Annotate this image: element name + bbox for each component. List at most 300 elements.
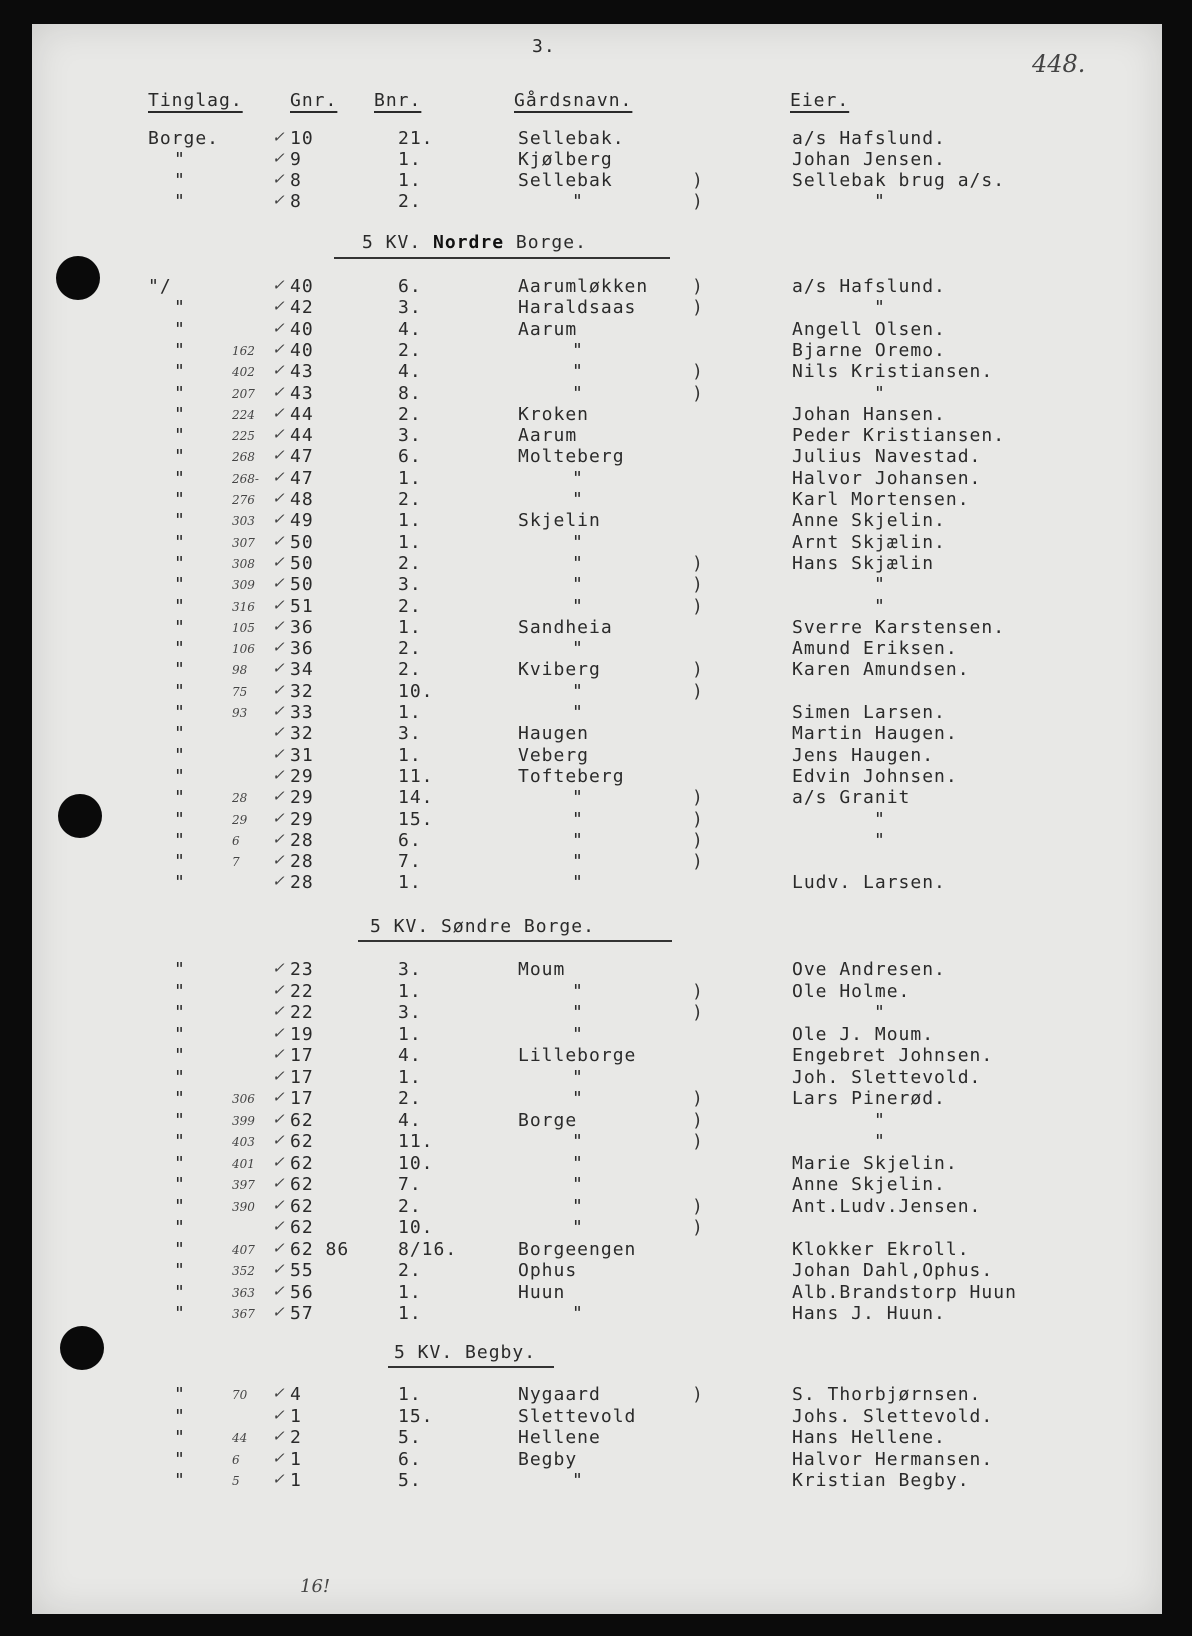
cell-eier: Amund Eriksen. [792, 638, 958, 660]
cell-tinglag: " [174, 1427, 186, 1448]
cell-tinglag: " [174, 531, 186, 553]
cell-tinglag: " [174, 1238, 186, 1260]
cell-eier: Anne Skjelin. [792, 510, 946, 532]
cell-bnr: 3. [398, 574, 422, 596]
cell-bnr: 4. [398, 318, 422, 340]
cell-gnr: 33 [290, 702, 314, 723]
check-mark-icon: ✓ [272, 190, 285, 209]
cell-bnr: 7. [398, 851, 422, 873]
cell-bnr: 10. [398, 1217, 434, 1238]
table-row [32, 446, 1162, 467]
table-row [32, 617, 1162, 638]
cell-bnr: 8/16. [398, 1238, 458, 1260]
cell-gnr: 62 [290, 1174, 314, 1195]
cell-bnr: 15. [398, 808, 434, 830]
cell-note: 390 [232, 1199, 255, 1214]
cell-eier: Engebret Johnsen. [792, 1045, 994, 1066]
cell-tinglag: " [174, 980, 186, 1002]
cell-tinglag: " [174, 872, 186, 894]
check-mark-icon: ✓ [272, 616, 285, 635]
cell-gardsnavn: Kviberg [518, 659, 601, 681]
cell-gnr: 47 [290, 467, 314, 489]
cell-eier: Marie Skjelin. [792, 1152, 958, 1174]
page-number: 3. [532, 36, 556, 57]
check-mark-icon: ✓ [272, 723, 285, 742]
cell-note: 403 [232, 1135, 255, 1149]
cell-tinglag: " [174, 1260, 186, 1281]
cell-bnr: 1. [398, 980, 422, 1002]
check-mark-icon: ✓ [272, 1384, 285, 1402]
cell-tinglag: " [174, 489, 186, 510]
table-row [32, 1303, 1162, 1325]
cell-note: 306 [232, 1092, 255, 1106]
cell-gardsnavn: " [572, 787, 584, 809]
table-row [32, 383, 1162, 404]
cell-bracket: ) [692, 361, 704, 383]
cell-bracket: ) [692, 659, 704, 681]
cell-eier: " [874, 1131, 886, 1152]
cell-gnr: 56 [290, 1281, 314, 1303]
cell-eier: Julius Navestad. [792, 446, 982, 468]
cell-gnr: 19 [290, 1023, 314, 1045]
cell-bracket: ) [692, 595, 704, 617]
cell-tinglag: " [174, 1045, 186, 1066]
cell-bnr: 4. [398, 361, 422, 383]
cell-gnr: 29 [290, 787, 314, 809]
cell-note: 268- [232, 471, 259, 486]
cell-eier: Hans J. Huun. [792, 1303, 946, 1324]
cell-gardsnavn: Huun [518, 1281, 566, 1303]
cell-note: 93 [232, 706, 248, 720]
cell-eier: Simen Larsen. [792, 702, 946, 723]
cell-bnr: 11. [398, 1131, 434, 1152]
cell-tinglag: " [174, 659, 186, 681]
cell-bnr: 1. [398, 872, 422, 894]
cell-note: 75 [232, 684, 248, 699]
table-row [32, 745, 1162, 766]
cell-note: 5 [232, 1474, 240, 1488]
cell-gnr: 32 [290, 723, 314, 745]
cell-gardsnavn: " [572, 1195, 584, 1217]
cell-gnr: 28 [290, 851, 314, 873]
cell-gnr: 62 [290, 1217, 314, 1238]
cell-gnr: 36 [290, 638, 314, 660]
table-row [32, 361, 1162, 382]
cell-eier: a/s Hafslund. [792, 276, 946, 297]
cell-bnr: 7. [398, 1174, 422, 1195]
cell-gardsnavn: " [572, 489, 584, 510]
check-mark-icon: ✓ [272, 1152, 285, 1171]
cell-eier: Johs. Slettevold. [792, 1405, 994, 1427]
cell-bnr: 5. [398, 1427, 422, 1448]
cell-bnr: 1. [398, 1303, 422, 1324]
header-bnr: Bnr. [374, 90, 422, 111]
cell-gnr: 36 [290, 616, 314, 638]
cell-gardsnavn: Skjelin [518, 510, 601, 532]
cell-note: 6 [232, 1452, 240, 1467]
table-row [32, 340, 1162, 361]
section-rule [334, 257, 670, 259]
cell-gardsnavn: " [572, 829, 584, 851]
header-tinglag: Tinglag. [148, 90, 243, 111]
cell-note: 402 [232, 365, 255, 380]
check-mark-icon: ✓ [272, 808, 285, 827]
cell-gnr: 42 [290, 297, 314, 319]
cell-eier: Johan Dahl,Ophus. [792, 1260, 994, 1281]
cell-bnr: 14. [398, 787, 434, 809]
cell-eier: " [874, 382, 886, 404]
cell-note: 70 [232, 1388, 248, 1402]
check-mark-icon: ✓ [272, 276, 285, 294]
table-row [32, 681, 1162, 702]
cell-gnr: 50 [290, 531, 314, 553]
cell-gardsnavn: " [572, 1152, 584, 1174]
cell-eier: S. Thorbjørnsen. [792, 1384, 982, 1405]
cell-bracket: ) [692, 1384, 704, 1405]
table-row [32, 1088, 1162, 1110]
cell-tinglag: " [174, 702, 186, 723]
check-mark-icon: ✓ [272, 702, 285, 720]
cell-gardsnavn: " [572, 574, 584, 596]
check-mark-icon: ✓ [272, 467, 285, 486]
cell-gnr: 17 [290, 1066, 314, 1088]
cell-eier: a/s Granit [792, 787, 911, 809]
cell-gardsnavn: Sellebak. [518, 128, 625, 149]
cell-bracket: ) [692, 1195, 704, 1217]
cell-tinglag: " [174, 1131, 186, 1152]
cell-eier: Sverre Karstensen. [792, 616, 1006, 638]
table-row [32, 297, 1162, 318]
cell-eier: Angell Olsen. [792, 318, 946, 340]
cell-bnr: 2. [398, 595, 422, 617]
table-row [32, 638, 1162, 659]
cell-note: 207 [232, 386, 255, 401]
cell-gnr: 62 [290, 1109, 314, 1131]
section-rule [388, 1366, 554, 1368]
cell-eier: Kristian Begby. [792, 1470, 970, 1491]
cell-gardsnavn: " [572, 680, 584, 702]
cell-gardsnavn: " [572, 702, 584, 723]
cell-tinglag: " [174, 382, 186, 404]
cell-gnr: 10 [290, 128, 314, 149]
cell-note: 401 [232, 1156, 255, 1171]
cell-bracket: ) [692, 680, 704, 702]
cell-bracket: ) [692, 297, 704, 319]
cell-gnr: 48 [290, 489, 314, 510]
cell-eier: Hans Skjælin [792, 552, 935, 574]
cell-gardsnavn: Molteberg [518, 446, 625, 468]
cell-bnr: 11. [398, 765, 434, 787]
cell-gnr: 9 [290, 148, 302, 170]
section-title-nordre: 5 KV. Nordre Borge. [362, 232, 587, 253]
cell-gnr: 50 [290, 552, 314, 574]
cell-bnr: 1. [398, 1384, 422, 1405]
cell-gnr: 23 [290, 959, 314, 980]
cell-gnr: 49 [290, 510, 314, 532]
table-row [32, 1131, 1162, 1153]
table-row [32, 830, 1162, 851]
cell-bnr: 3. [398, 723, 422, 745]
cell-gnr: 1 [290, 1405, 302, 1427]
cell-eier: Martin Haugen. [792, 723, 958, 745]
cell-eier: " [874, 808, 886, 830]
check-mark-icon: ✓ [272, 959, 285, 977]
cell-bracket: ) [692, 829, 704, 851]
header-gardsnavn: Gårdsnavn. [514, 90, 633, 111]
cell-bnr: 1. [398, 744, 422, 766]
cell-gardsnavn: Aarum [518, 425, 578, 447]
cell-bnr: 4. [398, 1109, 422, 1131]
cell-eier: Halvor Hermansen. [792, 1448, 994, 1470]
cell-eier: " [874, 1002, 886, 1023]
cell-eier: Ove Andresen. [792, 959, 946, 980]
check-mark-icon: ✓ [272, 851, 285, 870]
check-mark-icon: ✓ [272, 680, 285, 699]
check-mark-icon: ✓ [272, 1405, 285, 1424]
cell-bracket: ) [692, 851, 704, 873]
table-row [32, 1196, 1162, 1218]
cell-gardsnavn: " [572, 382, 584, 404]
cell-gnr: 8 [290, 169, 302, 191]
cell-gardsnavn: " [572, 638, 584, 660]
cell-gardsnavn: " [572, 552, 584, 574]
table-row [32, 981, 1162, 1003]
cell-bracket: ) [692, 1088, 704, 1109]
cell-note: 309 [232, 578, 255, 593]
cell-gnr: 62 86 [290, 1238, 350, 1260]
cell-gardsnavn: Haraldsaas [518, 297, 637, 319]
cell-gardsnavn: " [572, 1217, 584, 1238]
cell-note: 6 [232, 833, 240, 848]
cell-note: 105 [232, 620, 255, 635]
cell-gnr: 43 [290, 361, 314, 383]
cell-bnr: 4. [398, 1045, 422, 1066]
table-row [32, 1002, 1162, 1024]
cell-gardsnavn: Aarumløkken [518, 276, 649, 297]
cell-tinglag: " [174, 765, 186, 787]
cell-tinglag: " [174, 638, 186, 660]
table-row [32, 319, 1162, 340]
cell-gardsnavn: Aarum [518, 318, 578, 340]
check-mark-icon: ✓ [272, 531, 285, 550]
cell-tinglag: " [174, 851, 186, 873]
cell-bracket: ) [692, 808, 704, 830]
check-mark-icon: ✓ [272, 510, 285, 529]
cell-gnr: 1 [290, 1470, 302, 1491]
check-mark-icon: ✓ [272, 980, 285, 999]
table-row [32, 425, 1162, 446]
cell-eier: Ole J. Moum. [792, 1023, 935, 1045]
table-row [32, 404, 1162, 425]
check-mark-icon: ✓ [272, 595, 285, 614]
cell-eier: Lars Pinerød. [792, 1088, 946, 1109]
table-row [32, 723, 1162, 744]
cell-note: 307 [232, 535, 255, 550]
cell-gnr: 22 [290, 980, 314, 1002]
check-mark-icon: ✓ [272, 128, 285, 146]
cell-tinglag: " [174, 1303, 186, 1324]
cell-gnr: 29 [290, 765, 314, 787]
cell-gardsnavn: " [572, 1066, 584, 1088]
table-row [32, 191, 1162, 212]
cell-tinglag: " [174, 595, 186, 617]
cell-eier: Bjarne Oremo. [792, 339, 946, 361]
cell-bnr: 2. [398, 190, 422, 212]
cell-bracket: ) [692, 787, 704, 809]
cell-eier: Anne Skjelin. [792, 1174, 946, 1195]
table-row [32, 1045, 1162, 1067]
check-mark-icon: ✓ [272, 489, 285, 507]
cell-gardsnavn: Veberg [518, 744, 590, 766]
check-mark-icon: ✓ [272, 446, 285, 465]
cell-gardsnavn: " [572, 1088, 584, 1109]
cell-tinglag: " [174, 403, 186, 425]
cell-gnr: 40 [290, 339, 314, 361]
cell-gnr: 40 [290, 276, 314, 297]
check-mark-icon: ✓ [272, 765, 285, 784]
section-title-sondre: 5 KV. Søndre Borge. [370, 916, 595, 937]
cell-note: 397 [232, 1178, 255, 1192]
check-mark-icon: ✓ [272, 552, 285, 571]
cell-gardsnavn: " [572, 1174, 584, 1195]
cell-gnr: 40 [290, 318, 314, 340]
check-mark-icon: ✓ [272, 1281, 285, 1300]
cell-tinglag: " [174, 1109, 186, 1131]
cell-tinglag: " [174, 1281, 186, 1303]
table-row [32, 1470, 1162, 1492]
cell-gnr: 32 [290, 680, 314, 702]
cell-eier: Halvor Johansen. [792, 467, 982, 489]
cell-bnr: 6. [398, 276, 422, 297]
table-row [32, 510, 1162, 531]
cell-gnr: 17 [290, 1045, 314, 1066]
cell-tinglag: " [174, 467, 186, 489]
cell-gardsnavn: Borge [518, 1109, 578, 1131]
check-mark-icon: ✓ [272, 148, 285, 167]
cell-bracket: ) [692, 190, 704, 212]
check-mark-icon: ✓ [272, 318, 285, 337]
check-mark-icon: ✓ [272, 169, 285, 188]
cell-bnr: 2. [398, 1260, 422, 1281]
table-row [32, 809, 1162, 830]
cell-bnr: 1. [398, 531, 422, 553]
cell-tinglag: " [174, 574, 186, 596]
cell-eier: Jens Haugen. [792, 744, 935, 766]
cell-gardsnavn: " [572, 339, 584, 361]
cell-bnr: 1. [398, 616, 422, 638]
cell-gardsnavn: Begby [518, 1448, 578, 1470]
cell-gnr: 28 [290, 872, 314, 894]
check-mark-icon: ✓ [272, 638, 285, 657]
cell-tinglag: " [174, 169, 186, 191]
cell-tinglag: " [174, 1448, 186, 1470]
cell-bracket: ) [692, 276, 704, 297]
cell-tinglag: " [174, 190, 186, 212]
check-mark-icon: ✓ [272, 574, 285, 593]
cell-tinglag: " [174, 1152, 186, 1174]
cell-gardsnavn: " [572, 1131, 584, 1152]
cell-eier: Johan Jensen. [792, 148, 946, 170]
cell-gardsnavn: " [572, 361, 584, 383]
check-mark-icon: ✓ [272, 1045, 285, 1063]
cell-tinglag: " [174, 680, 186, 702]
cell-note: 224 [232, 407, 255, 422]
cell-note: 316 [232, 599, 255, 614]
check-mark-icon: ✓ [272, 1427, 285, 1445]
cell-note: 162 [232, 343, 255, 358]
cell-bnr: 2. [398, 1195, 422, 1217]
cell-note: 44 [232, 1431, 248, 1445]
cell-tinglag: " [174, 446, 186, 468]
table-row [32, 276, 1162, 297]
cell-bracket: ) [692, 980, 704, 1002]
cell-bracket: ) [692, 552, 704, 574]
cell-gnr: 43 [290, 382, 314, 404]
cell-gardsnavn: Sellebak [518, 169, 613, 191]
cell-note: 399 [232, 1113, 255, 1128]
check-mark-icon: ✓ [272, 829, 285, 848]
cell-bnr: 1. [398, 148, 422, 170]
cell-gnr: 62 [290, 1152, 314, 1174]
table-row [32, 659, 1162, 680]
cell-eier: Peder Kristiansen. [792, 425, 1006, 447]
cell-note: 225 [232, 429, 255, 444]
table-row [32, 1024, 1162, 1046]
cell-gnr: 47 [290, 446, 314, 468]
table-row [32, 149, 1162, 170]
cell-eier: Ant.Ludv.Jensen. [792, 1195, 982, 1217]
cell-gnr: 44 [290, 403, 314, 425]
table-row [32, 1239, 1162, 1261]
table-row [32, 1153, 1162, 1175]
cell-gardsnavn: " [572, 1023, 584, 1045]
cell-bnr: 3. [398, 959, 422, 980]
cell-tinglag: " [174, 1405, 186, 1427]
cell-tinglag: " [174, 361, 186, 383]
cell-gardsnavn: " [572, 808, 584, 830]
check-mark-icon: ✓ [272, 1131, 285, 1149]
cell-note: 352 [232, 1264, 255, 1278]
cell-gnr: 1 [290, 1448, 302, 1470]
cell-bnr: 15. [398, 1405, 434, 1427]
cell-tinglag: " [174, 1217, 186, 1238]
table-row [32, 1110, 1162, 1132]
cell-tinglag: " [174, 297, 186, 319]
cell-gnr: 62 [290, 1195, 314, 1217]
table-row [32, 872, 1162, 893]
cell-bnr: 2. [398, 552, 422, 574]
cell-eier: Klokker Ekroll. [792, 1238, 970, 1260]
cell-gardsnavn: Moum [518, 959, 566, 980]
cell-gnr: 8 [290, 190, 302, 212]
check-mark-icon: ✓ [272, 1174, 285, 1192]
cell-bracket: ) [692, 169, 704, 191]
cell-tinglag: " [174, 616, 186, 638]
cell-gnr: 29 [290, 808, 314, 830]
cell-bnr: 6. [398, 1448, 422, 1470]
cell-note: 303 [232, 514, 255, 529]
punch-hole [60, 1326, 104, 1370]
cell-bnr: 2. [398, 403, 422, 425]
cell-eier: Ludv. Larsen. [792, 872, 946, 894]
table-row [32, 170, 1162, 191]
cell-gardsnavn: " [572, 851, 584, 873]
cell-eier: Nils Kristiansen. [792, 361, 994, 383]
cell-gardsnavn: Borgeengen [518, 1238, 637, 1260]
check-mark-icon: ✓ [272, 1002, 285, 1020]
cell-eier: a/s Hafslund. [792, 128, 946, 149]
check-mark-icon: ✓ [272, 425, 285, 444]
